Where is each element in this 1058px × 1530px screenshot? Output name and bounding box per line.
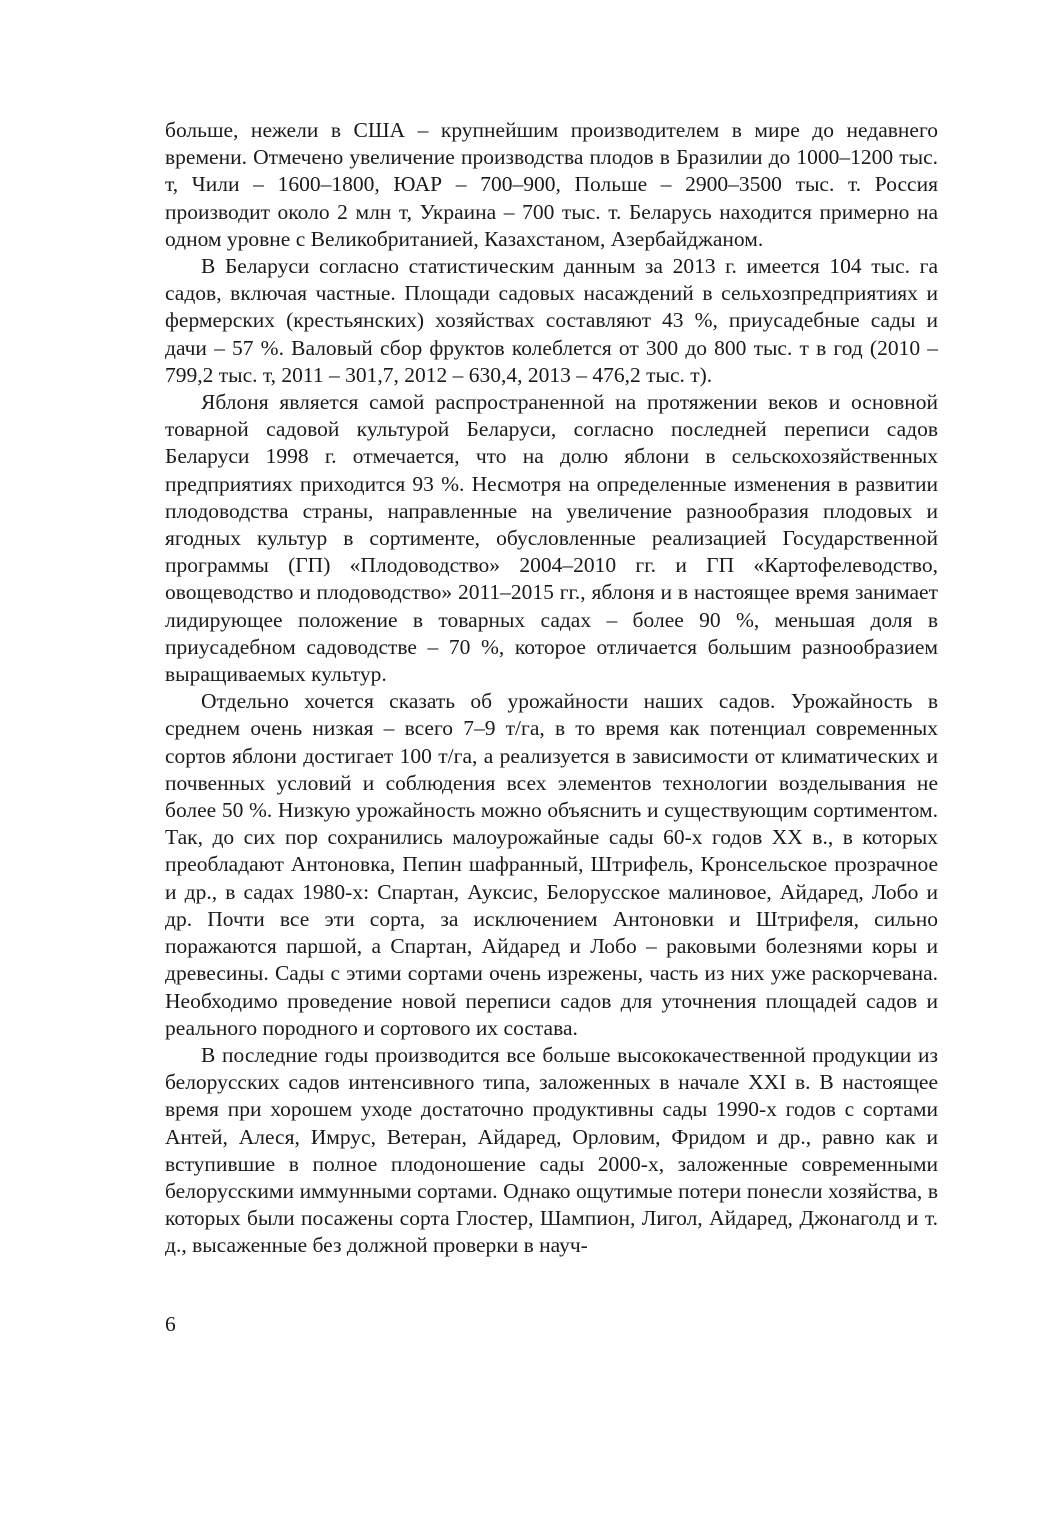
page-number: 6 [165,1312,176,1336]
paragraph-2: В Беларуси согласно статистическим данным за 2013 г. имеется 104 тыс. га садов, включая частные. Площади садовых насаждений в сельхозпредприятиях и фермерских (крестьянских) хозяйствах составляют 43 %, приусадебные сады и дачи – 57 %. Валовый сбор фруктов колеблется от 300 до 800 тыс. т в год (2010 – 799,2 тыс. т, 2011 – 301,7, 2012 – 630,4, 2013 – 476,2 тыс. т). [165,254,938,387]
document-body [165,117,938,1260]
paragraph-5: В последние годы производится все больше высококачественной продукции из белорусских садов интенсивного типа, заложенных в начале XXI в. В настоящее время при хорошем уходе достаточно продуктивны сады 1990-х годов с сортами Антей, Алеся, Имрус, Ветеран, Айдаред, Орловим, Фридом и др., равно как и вступившие в полное плодоношение сады 2000-х, заложенные современными белорусскими иммунными сортами. Однако ощутимые потери понесли хозяйства, в которых были посажены сорта Глостер, Шампион, Лигол, Айдаред, Джонаголд и т. д., высаженные без должной проверки в науч- [165,1042,938,1258]
paragraph-1: больше, нежели в США – крупнейшим производителем в мире до недавнего времени. Отмечено увеличение производства плодов в Бразилии до 1000–1200 тыс. т, Чили – 1600–1800, ЮАР – 700–900, Польше – 2900–3500 тыс. т. Россия производит около 2 млн т, Украина – 700 тыс. т. Беларусь находится примерно на одном уровне с Великобританией, Казахстаном, Азербайджаном. [165,118,938,251]
paragraph-3: Яблоня является самой распространенной на протяжении веков и основной товарной садовой культурой Беларуси, согласно последней переписи садов Беларуси 1998 г. отмечается, что на долю яблони в сельскохозяйственных предприятиях приходится 93 %. Несмотря на определенные изменения в развитии плодоводства страны, направленные на увеличение разнообразия плодовых и ягодных культур в сортименте, обусловленные реализацией Государственной программы (ГП) «Плодоводство» 2004–2010 гг. и ГП «Картофелеводство, овощеводство и плодоводство» 2011–2015 гг., яблоня и в настоящее время занимает лидирующее положение в товарных садах – более 90 %, меньшая доля в приусадебном садоводстве – 70 %, которое отличается большим разнообразием выращиваемых культур. [165,390,938,687]
paragraph-4: Отдельно хочется сказать об урожайности наших садов. Урожайность в среднем очень низкая – всего 7–9 т/га, в то время как потенциал современных сортов яблони достигает 100 т/га, а реализуется в зависимости от климатических и почвенных условий и соблюдения всех элементов технологии возделывания не более 50 %. Низкую урожайность можно объяснить и существующим сортиментом. Так, до сих пор сохранились малоурожайные сады 60-х годов XX в., в которых преобладают Антоновка, Пепин шафранный, Штрифель, Кронсельское прозрачное и др., в садах 1980-х: Спартан, Ауксис, Белорусское малиновое, Айдаред, Лобо и др. Почти все эти сорта, за исключением Антоновки и Штрифеля, сильно поражаются паршой, а Спартан, Айдаред и Лобо – раковыми болезнями коры и древесины. Сады с этими сортами очень изрежены, часть из них уже раскорчевана. Необходимо проведение новой переписи садов для уточнения площадей садов и реального породного и сортового их состава. [165,689,938,1040]
